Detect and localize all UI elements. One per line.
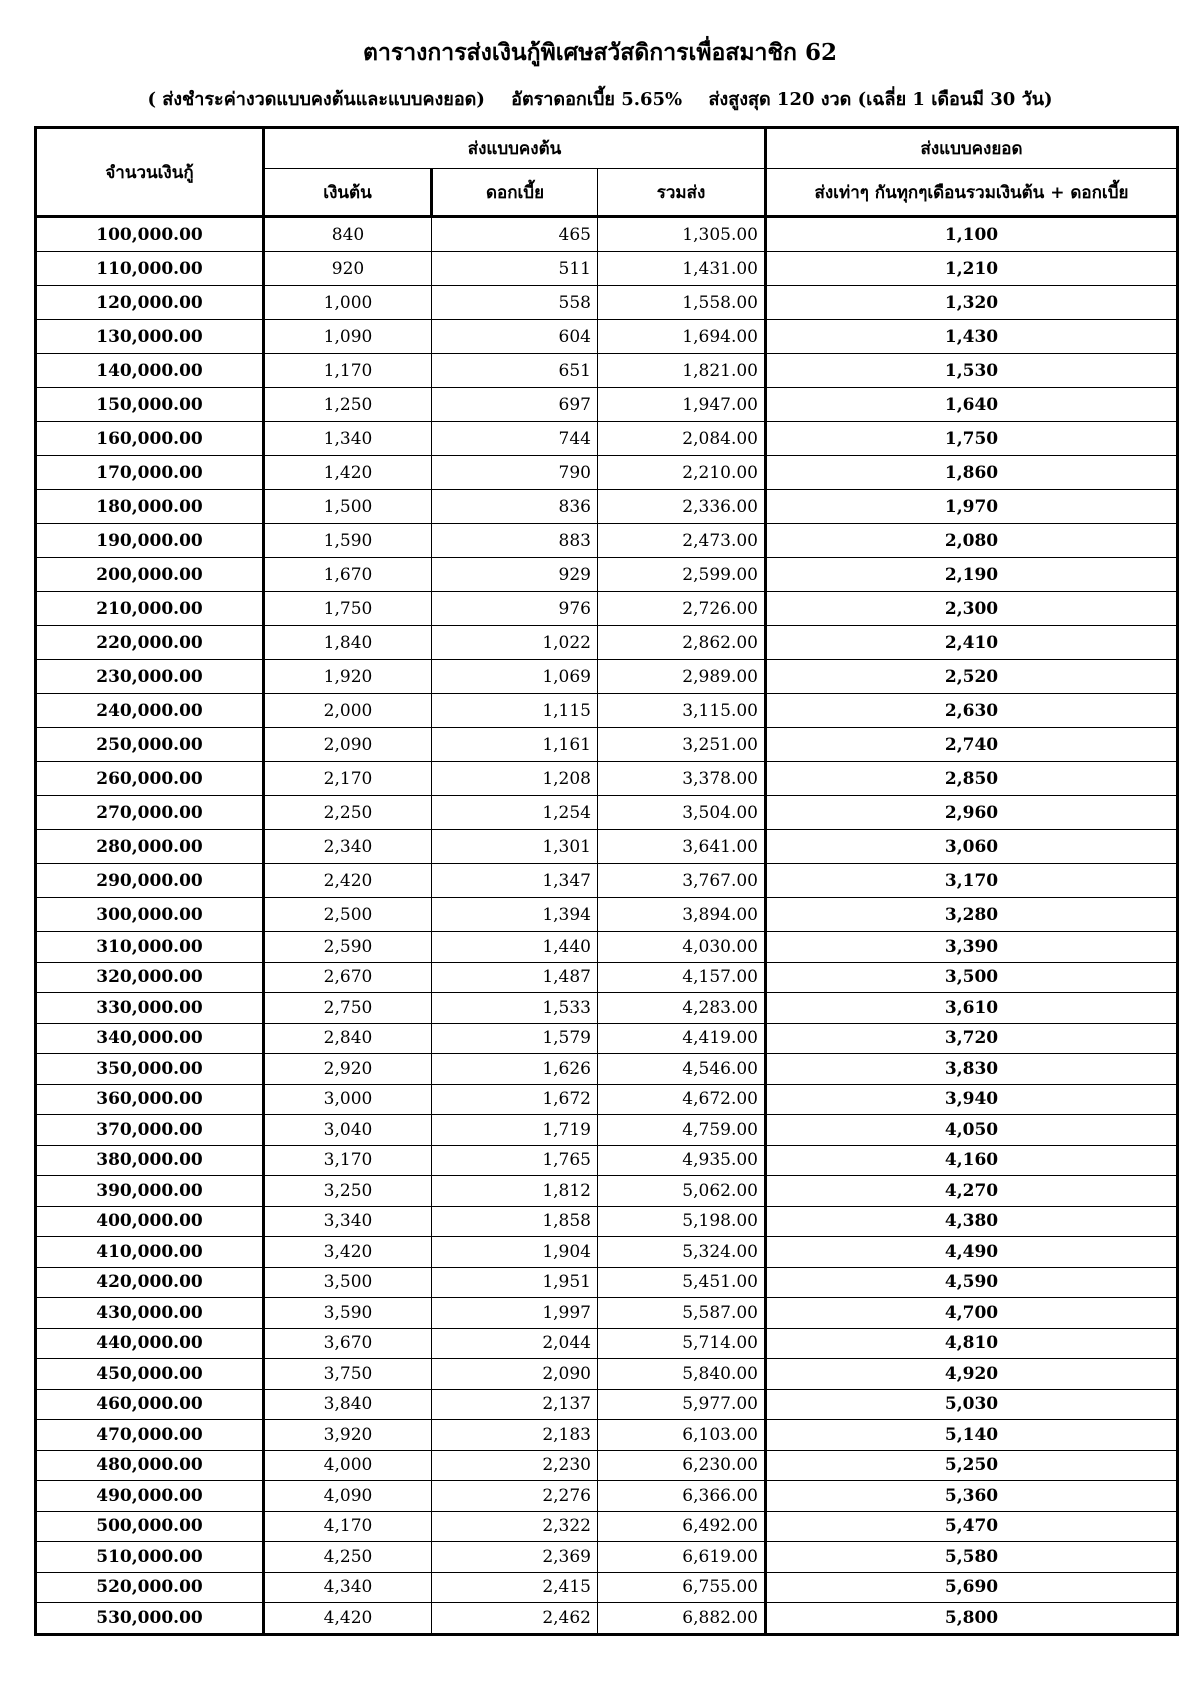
principal-cell: 1,670 xyxy=(264,558,432,592)
fixed-payment-cell: 2,630 xyxy=(766,694,1178,728)
fixed-payment-cell: 2,850 xyxy=(766,762,1178,796)
header-interest: ดอกเบี้ย xyxy=(432,169,598,217)
page-subtitle xyxy=(0,86,1200,114)
table-row xyxy=(36,1206,1178,1237)
fixed-payment-cell: 3,830 xyxy=(766,1054,1178,1085)
total-payment-cell: 2,084.00 xyxy=(598,422,766,456)
interest-cell: 1,022 xyxy=(432,626,598,660)
total-payment-cell: 5,977.00 xyxy=(598,1389,766,1420)
loan-amount-cell: 500,000.00 xyxy=(36,1511,264,1542)
interest-cell: 1,440 xyxy=(432,932,598,963)
principal-cell: 3,250 xyxy=(264,1176,432,1207)
principal-cell: 2,000 xyxy=(264,694,432,728)
fixed-payment-cell: 3,060 xyxy=(766,830,1178,864)
table-row xyxy=(36,1176,1178,1207)
subtitle-payment-types: ( ส่งชำระค่างวดแบบคงต้นและแบบคงยอด) xyxy=(147,89,485,110)
principal-cell: 4,170 xyxy=(264,1511,432,1542)
loan-amount-cell: 320,000.00 xyxy=(36,962,264,993)
interest-cell: 604 xyxy=(432,320,598,354)
interest-cell: 1,951 xyxy=(432,1267,598,1298)
total-payment-cell: 2,989.00 xyxy=(598,660,766,694)
total-payment-cell: 4,935.00 xyxy=(598,1145,766,1176)
loan-amount-cell: 480,000.00 xyxy=(36,1450,264,1481)
table-row xyxy=(36,558,1178,592)
table-row xyxy=(36,728,1178,762)
table-row xyxy=(36,898,1178,932)
principal-cell: 2,340 xyxy=(264,830,432,864)
fixed-payment-cell: 3,610 xyxy=(766,993,1178,1024)
total-payment-cell: 3,641.00 xyxy=(598,830,766,864)
interest-cell: 1,997 xyxy=(432,1298,598,1329)
principal-cell: 4,420 xyxy=(264,1603,432,1635)
principal-cell: 3,340 xyxy=(264,1206,432,1237)
interest-cell: 1,579 xyxy=(432,1023,598,1054)
principal-cell: 2,920 xyxy=(264,1054,432,1085)
fixed-payment-cell: 4,700 xyxy=(766,1298,1178,1329)
loan-amount-cell: 130,000.00 xyxy=(36,320,264,354)
interest-cell: 1,626 xyxy=(432,1054,598,1085)
table-row xyxy=(36,1023,1178,1054)
principal-cell: 2,840 xyxy=(264,1023,432,1054)
table-row xyxy=(36,762,1178,796)
interest-cell: 836 xyxy=(432,490,598,524)
principal-cell: 2,500 xyxy=(264,898,432,932)
total-payment-cell: 5,714.00 xyxy=(598,1328,766,1359)
table-row xyxy=(36,962,1178,993)
table-row xyxy=(36,1298,1178,1329)
interest-cell: 2,415 xyxy=(432,1572,598,1603)
table-row xyxy=(36,1603,1178,1635)
table-row xyxy=(36,320,1178,354)
loan-amount-cell: 240,000.00 xyxy=(36,694,264,728)
fixed-payment-cell: 2,190 xyxy=(766,558,1178,592)
interest-cell: 976 xyxy=(432,592,598,626)
loan-amount-cell: 490,000.00 xyxy=(36,1481,264,1512)
total-payment-cell: 1,558.00 xyxy=(598,286,766,320)
total-payment-cell: 3,894.00 xyxy=(598,898,766,932)
total-payment-cell: 6,103.00 xyxy=(598,1420,766,1451)
interest-cell: 2,322 xyxy=(432,1511,598,1542)
fixed-payment-cell: 3,500 xyxy=(766,962,1178,993)
fixed-payment-cell: 4,810 xyxy=(766,1328,1178,1359)
fixed-payment-cell: 4,380 xyxy=(766,1206,1178,1237)
total-payment-cell: 3,378.00 xyxy=(598,762,766,796)
interest-cell: 2,090 xyxy=(432,1359,598,1390)
table-row xyxy=(36,864,1178,898)
total-payment-cell: 2,210.00 xyxy=(598,456,766,490)
total-payment-cell: 1,431.00 xyxy=(598,252,766,286)
fixed-payment-cell: 3,170 xyxy=(766,864,1178,898)
fixed-payment-cell: 3,720 xyxy=(766,1023,1178,1054)
table-row xyxy=(36,1054,1178,1085)
total-payment-cell: 2,862.00 xyxy=(598,626,766,660)
fixed-payment-cell: 5,030 xyxy=(766,1389,1178,1420)
principal-cell: 840 xyxy=(264,217,432,252)
total-payment-cell: 4,546.00 xyxy=(598,1054,766,1085)
principal-cell: 2,420 xyxy=(264,864,432,898)
interest-cell: 744 xyxy=(432,422,598,456)
total-payment-cell: 2,726.00 xyxy=(598,592,766,626)
total-payment-cell: 5,587.00 xyxy=(598,1298,766,1329)
total-payment-cell: 3,504.00 xyxy=(598,796,766,830)
interest-cell: 1,208 xyxy=(432,762,598,796)
principal-cell: 1,590 xyxy=(264,524,432,558)
loan-amount-cell: 290,000.00 xyxy=(36,864,264,898)
table-row xyxy=(36,1420,1178,1451)
table-row xyxy=(36,456,1178,490)
table-row xyxy=(36,1450,1178,1481)
fixed-payment-cell: 2,960 xyxy=(766,796,1178,830)
interest-cell: 1,672 xyxy=(432,1084,598,1115)
loan-amount-cell: 430,000.00 xyxy=(36,1298,264,1329)
interest-cell: 883 xyxy=(432,524,598,558)
interest-cell: 1,301 xyxy=(432,830,598,864)
fixed-payment-cell: 1,860 xyxy=(766,456,1178,490)
total-payment-cell: 5,198.00 xyxy=(598,1206,766,1237)
fixed-payment-cell: 1,430 xyxy=(766,320,1178,354)
total-payment-cell: 4,759.00 xyxy=(598,1115,766,1146)
interest-cell: 1,858 xyxy=(432,1206,598,1237)
principal-cell: 3,000 xyxy=(264,1084,432,1115)
interest-cell: 2,369 xyxy=(432,1542,598,1573)
fixed-payment-cell: 3,280 xyxy=(766,898,1178,932)
loan-amount-cell: 230,000.00 xyxy=(36,660,264,694)
total-payment-cell: 5,324.00 xyxy=(598,1237,766,1268)
interest-cell: 2,276 xyxy=(432,1481,598,1512)
fixed-payment-cell: 2,410 xyxy=(766,626,1178,660)
principal-cell: 3,670 xyxy=(264,1328,432,1359)
loan-amount-cell: 450,000.00 xyxy=(36,1359,264,1390)
principal-cell: 4,000 xyxy=(264,1450,432,1481)
page-title: ตารางการส่งเงินกู้พิเศษสวัสดิการเพื่อสมาชิก 62 xyxy=(363,39,837,66)
loan-amount-cell: 300,000.00 xyxy=(36,898,264,932)
header-principal: เงินต้น xyxy=(264,169,432,217)
total-payment-cell: 6,882.00 xyxy=(598,1603,766,1635)
principal-cell: 3,420 xyxy=(264,1237,432,1268)
loan-amount-cell: 280,000.00 xyxy=(36,830,264,864)
total-payment-cell: 2,473.00 xyxy=(598,524,766,558)
header-fixed-payment-group: ส่งแบบคงยอด xyxy=(766,128,1178,169)
table-row xyxy=(36,422,1178,456)
table-row xyxy=(36,592,1178,626)
total-payment-cell: 2,336.00 xyxy=(598,490,766,524)
table-row xyxy=(36,1542,1178,1573)
loan-amount-cell: 220,000.00 xyxy=(36,626,264,660)
principal-cell: 3,590 xyxy=(264,1298,432,1329)
loan-amount-cell: 210,000.00 xyxy=(36,592,264,626)
loan-amount-cell: 140,000.00 xyxy=(36,354,264,388)
table-row xyxy=(36,1389,1178,1420)
principal-cell: 2,590 xyxy=(264,932,432,963)
table-row xyxy=(36,252,1178,286)
table-row xyxy=(36,1511,1178,1542)
principal-cell: 3,840 xyxy=(264,1389,432,1420)
loan-amount-cell: 530,000.00 xyxy=(36,1603,264,1635)
loan-amount-cell: 310,000.00 xyxy=(36,932,264,963)
fixed-payment-cell: 1,320 xyxy=(766,286,1178,320)
interest-cell: 2,462 xyxy=(432,1603,598,1635)
fixed-payment-cell: 1,640 xyxy=(766,388,1178,422)
loan-amount-cell: 270,000.00 xyxy=(36,796,264,830)
loan-amount-cell: 170,000.00 xyxy=(36,456,264,490)
header-fixed-payment-desc: ส่งเท่าๆ กันทุกๆเดือนรวมเงินต้น + ดอกเบี้ย xyxy=(766,169,1178,217)
fixed-payment-cell: 5,580 xyxy=(766,1542,1178,1573)
principal-cell: 2,090 xyxy=(264,728,432,762)
principal-cell: 1,090 xyxy=(264,320,432,354)
header-fixed-principal-group: ส่งแบบคงต้น xyxy=(264,128,766,169)
interest-cell: 1,115 xyxy=(432,694,598,728)
loan-amount-cell: 440,000.00 xyxy=(36,1328,264,1359)
table-row xyxy=(36,1267,1178,1298)
loan-amount-cell: 260,000.00 xyxy=(36,762,264,796)
table-row xyxy=(36,286,1178,320)
fixed-payment-cell: 2,740 xyxy=(766,728,1178,762)
interest-cell: 465 xyxy=(432,217,598,252)
principal-cell: 920 xyxy=(264,252,432,286)
total-payment-cell: 6,755.00 xyxy=(598,1572,766,1603)
fixed-payment-cell: 4,270 xyxy=(766,1176,1178,1207)
fixed-payment-cell: 4,490 xyxy=(766,1237,1178,1268)
principal-cell: 1,420 xyxy=(264,456,432,490)
principal-cell: 3,170 xyxy=(264,1145,432,1176)
total-payment-cell: 3,767.00 xyxy=(598,864,766,898)
principal-cell: 1,840 xyxy=(264,626,432,660)
total-payment-cell: 6,366.00 xyxy=(598,1481,766,1512)
interest-cell: 1,347 xyxy=(432,864,598,898)
loan-amount-cell: 100,000.00 xyxy=(36,217,264,252)
fixed-payment-cell: 1,530 xyxy=(766,354,1178,388)
table-row xyxy=(36,1115,1178,1146)
loan-amount-cell: 520,000.00 xyxy=(36,1572,264,1603)
total-payment-cell: 4,030.00 xyxy=(598,932,766,963)
total-payment-cell: 6,619.00 xyxy=(598,1542,766,1573)
interest-cell: 1,254 xyxy=(432,796,598,830)
table-row xyxy=(36,1145,1178,1176)
table-row xyxy=(36,694,1178,728)
table-row xyxy=(36,1359,1178,1390)
interest-cell: 1,487 xyxy=(432,962,598,993)
fixed-payment-cell: 5,690 xyxy=(766,1572,1178,1603)
interest-cell: 1,161 xyxy=(432,728,598,762)
principal-cell: 1,750 xyxy=(264,592,432,626)
principal-cell: 3,040 xyxy=(264,1115,432,1146)
table-row xyxy=(36,388,1178,422)
loan-amount-cell: 250,000.00 xyxy=(36,728,264,762)
interest-cell: 1,394 xyxy=(432,898,598,932)
loan-amount-cell: 510,000.00 xyxy=(36,1542,264,1573)
principal-cell: 3,500 xyxy=(264,1267,432,1298)
total-payment-cell: 4,283.00 xyxy=(598,993,766,1024)
fixed-payment-cell: 1,970 xyxy=(766,490,1178,524)
total-payment-cell: 1,694.00 xyxy=(598,320,766,354)
subtitle-interest-rate: อัตราดอกเบี้ย 5.65% xyxy=(511,89,683,110)
fixed-payment-cell: 5,140 xyxy=(766,1420,1178,1451)
table-row xyxy=(36,1572,1178,1603)
interest-cell: 1,904 xyxy=(432,1237,598,1268)
fixed-payment-cell: 1,750 xyxy=(766,422,1178,456)
loan-amount-cell: 360,000.00 xyxy=(36,1084,264,1115)
loan-amount-cell: 200,000.00 xyxy=(36,558,264,592)
table-row xyxy=(36,796,1178,830)
fixed-payment-cell: 5,360 xyxy=(766,1481,1178,1512)
total-payment-cell: 2,599.00 xyxy=(598,558,766,592)
total-payment-cell: 1,305.00 xyxy=(598,217,766,252)
total-payment-cell: 5,840.00 xyxy=(598,1359,766,1390)
interest-cell: 1,719 xyxy=(432,1115,598,1146)
table-header xyxy=(36,128,1178,217)
table-row xyxy=(36,660,1178,694)
principal-cell: 2,170 xyxy=(264,762,432,796)
interest-cell: 1,765 xyxy=(432,1145,598,1176)
loan-amount-cell: 180,000.00 xyxy=(36,490,264,524)
table-row xyxy=(36,217,1178,252)
interest-cell: 2,183 xyxy=(432,1420,598,1451)
interest-cell: 558 xyxy=(432,286,598,320)
loan-amount-cell: 380,000.00 xyxy=(36,1145,264,1176)
total-payment-cell: 6,230.00 xyxy=(598,1450,766,1481)
principal-cell: 1,000 xyxy=(264,286,432,320)
fixed-payment-cell: 4,920 xyxy=(766,1359,1178,1390)
table-row xyxy=(36,993,1178,1024)
loan-amount-cell: 340,000.00 xyxy=(36,1023,264,1054)
fixed-payment-cell: 4,590 xyxy=(766,1267,1178,1298)
interest-cell: 2,137 xyxy=(432,1389,598,1420)
principal-cell: 1,170 xyxy=(264,354,432,388)
header-loan-amount: จำนวนเงินกู้ xyxy=(36,128,264,217)
table-row xyxy=(36,1328,1178,1359)
loan-amount-cell: 190,000.00 xyxy=(36,524,264,558)
loan-amount-cell: 350,000.00 xyxy=(36,1054,264,1085)
table-row xyxy=(36,1237,1178,1268)
total-payment-cell: 1,947.00 xyxy=(598,388,766,422)
principal-cell: 1,250 xyxy=(264,388,432,422)
interest-cell: 2,230 xyxy=(432,1450,598,1481)
principal-cell: 4,090 xyxy=(264,1481,432,1512)
principal-cell: 2,250 xyxy=(264,796,432,830)
loan-amount-cell: 330,000.00 xyxy=(36,993,264,1024)
interest-cell: 651 xyxy=(432,354,598,388)
interest-cell: 1,069 xyxy=(432,660,598,694)
total-payment-cell: 5,062.00 xyxy=(598,1176,766,1207)
loan-amount-cell: 160,000.00 xyxy=(36,422,264,456)
table-row xyxy=(36,490,1178,524)
principal-cell: 3,920 xyxy=(264,1420,432,1451)
table-row xyxy=(36,1084,1178,1115)
fixed-payment-cell: 3,940 xyxy=(766,1084,1178,1115)
interest-cell: 929 xyxy=(432,558,598,592)
loan-amount-cell: 470,000.00 xyxy=(36,1420,264,1451)
total-payment-cell: 3,251.00 xyxy=(598,728,766,762)
total-payment-cell: 4,157.00 xyxy=(598,962,766,993)
principal-cell: 1,500 xyxy=(264,490,432,524)
principal-cell: 1,340 xyxy=(264,422,432,456)
total-payment-cell: 3,115.00 xyxy=(598,694,766,728)
total-payment-cell: 5,451.00 xyxy=(598,1267,766,1298)
table-row xyxy=(36,1481,1178,1512)
interest-cell: 511 xyxy=(432,252,598,286)
loan-amount-cell: 400,000.00 xyxy=(36,1206,264,1237)
principal-cell: 3,750 xyxy=(264,1359,432,1390)
table-row xyxy=(36,626,1178,660)
total-payment-cell: 6,492.00 xyxy=(598,1511,766,1542)
table-row xyxy=(36,524,1178,558)
fixed-payment-cell: 4,050 xyxy=(766,1115,1178,1146)
table-row xyxy=(36,830,1178,864)
total-payment-cell: 4,419.00 xyxy=(598,1023,766,1054)
loan-amount-cell: 410,000.00 xyxy=(36,1237,264,1268)
principal-cell: 4,250 xyxy=(264,1542,432,1573)
principal-cell: 2,750 xyxy=(264,993,432,1024)
fixed-payment-cell: 5,800 xyxy=(766,1603,1178,1635)
interest-cell: 790 xyxy=(432,456,598,490)
table-body xyxy=(36,217,1178,1635)
fixed-payment-cell: 1,210 xyxy=(766,252,1178,286)
fixed-payment-cell: 4,160 xyxy=(766,1145,1178,1176)
principal-cell: 1,920 xyxy=(264,660,432,694)
loan-amount-cell: 420,000.00 xyxy=(36,1267,264,1298)
fixed-payment-cell: 2,300 xyxy=(766,592,1178,626)
loan-amount-cell: 150,000.00 xyxy=(36,388,264,422)
fixed-payment-cell: 2,520 xyxy=(766,660,1178,694)
loan-payment-table xyxy=(34,126,1179,1636)
total-payment-cell: 4,672.00 xyxy=(598,1084,766,1115)
table-row xyxy=(36,932,1178,963)
loan-amount-cell: 120,000.00 xyxy=(36,286,264,320)
table-row xyxy=(36,354,1178,388)
loan-amount-cell: 370,000.00 xyxy=(36,1115,264,1146)
fixed-payment-cell: 5,250 xyxy=(766,1450,1178,1481)
principal-cell: 2,670 xyxy=(264,962,432,993)
fixed-payment-cell: 1,100 xyxy=(766,217,1178,252)
loan-amount-cell: 390,000.00 xyxy=(36,1176,264,1207)
loan-amount-cell: 110,000.00 xyxy=(36,252,264,286)
fixed-payment-cell: 3,390 xyxy=(766,932,1178,963)
fixed-payment-cell: 2,080 xyxy=(766,524,1178,558)
interest-cell: 697 xyxy=(432,388,598,422)
interest-cell: 2,044 xyxy=(432,1328,598,1359)
loan-amount-cell: 460,000.00 xyxy=(36,1389,264,1420)
fixed-payment-cell: 5,470 xyxy=(766,1511,1178,1542)
total-payment-cell: 1,821.00 xyxy=(598,354,766,388)
principal-cell: 4,340 xyxy=(264,1572,432,1603)
interest-cell: 1,533 xyxy=(432,993,598,1024)
subtitle-max-installments: ส่งสูงสุด 120 งวด (เฉลี่ย 1 เดือนมี 30 วัน) xyxy=(708,89,1053,110)
interest-cell: 1,812 xyxy=(432,1176,598,1207)
header-total: รวมส่ง xyxy=(598,169,766,217)
